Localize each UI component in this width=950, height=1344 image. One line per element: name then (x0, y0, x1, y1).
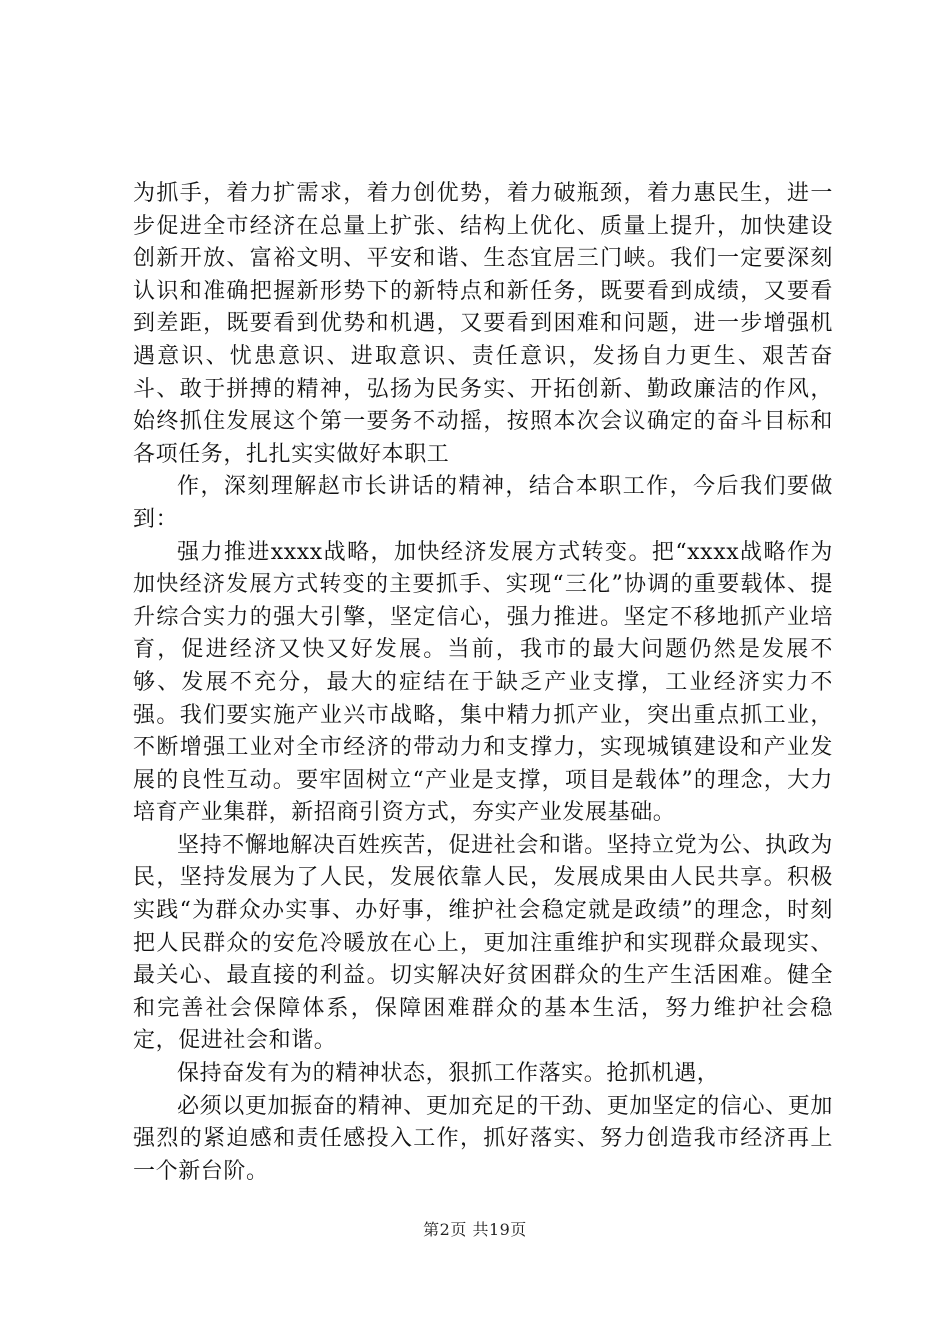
page-number-footer: 第2页 共19页 (423, 1220, 527, 1239)
paragraph-2: 作，深刻理解赵市长讲话的精神，结合本职工作，今后我们要做到： (133, 474, 833, 532)
paragraph-1: 为抓手，着力扩需求，着力创优势，着力破瓶颈，着力惠民生，进一步促进全市经济在总量上扩张、结构上优化、质量上提升，加快建设创新开放、富裕文明、平安和谐、生态宜居三门峡。我们一定要深刻认识和准确把握新形势下的新特点和新任务，既要看到成绩，又要看到差距，既要看到优势和机遇，又要看到困难和问题，进一步增强机遇意识、忧患意识、进取意识、责任意识，发扬自力更生、艰苦奋斗、敢于拼搏的精神，弘扬为民务实、开拓创新、勤政廉洁的作风，始终抓住发展这个第一要务不动摇，按照本次会议确定的奋斗目标和各项任务，扎扎实实做好本职工 (133, 181, 833, 467)
paragraph-5: 保持奋发有为的精神状态，狠抓工作落实。抢抓机遇， (177, 1061, 720, 1087)
paragraph-6: 必须以更加振奋的精神、更加充足的干劲、更加坚定的信心、更加强烈的紧迫感和责任感投入工作，抓好落实、努力创造我市经济再上一个新台阶。 (133, 1093, 833, 1184)
paragraph-4: 坚持不懈地解决百姓疾苦，促进社会和谐。坚持立党为公、执政为民，坚持发展为了人民，发展依靠人民，发展成果由人民共享。积极实践“为群众办实事、办好事，维护社会稳定就是政绩”的理念，时刻把人民群众的安危冷暖放在心上，更加注重维护和实现群众最现实、最关心、最直接的利益。切实解决好贫困群众的生产生活困难。健全和完善社会保障体系，保障困难群众的基本生活，努力维护社会稳定，促进社会和谐。 (133, 832, 833, 1054)
paragraph-3: 强力推进xxxx战略，加快经济发展方式转变。把“xxxx战略作为加快经济发展方式转变的主要抓手、实现“三化”协调的重要载体、提升综合实力的强大引擎，坚定信心，强力推进。坚定不移地抓产业培育，促进经济又快又好发展。当前，我市的最大问题仍然是发展不够、发展不充分，最大的症结在于缺乏产业支撑，工业经济实力不强。我们要实施产业兴市战略，集中精力抓产业，突出重点抓工业，不断增强工业对全市经济的带动力和支撑力，实现城镇建设和产业发展的良性互动。要牢固树立“产业是支撑，项目是载体”的理念，大力培育产业集群，新招商引资方式，夯实产业发展基础。 (133, 539, 833, 826)
document-body (133, 178, 833, 1188)
